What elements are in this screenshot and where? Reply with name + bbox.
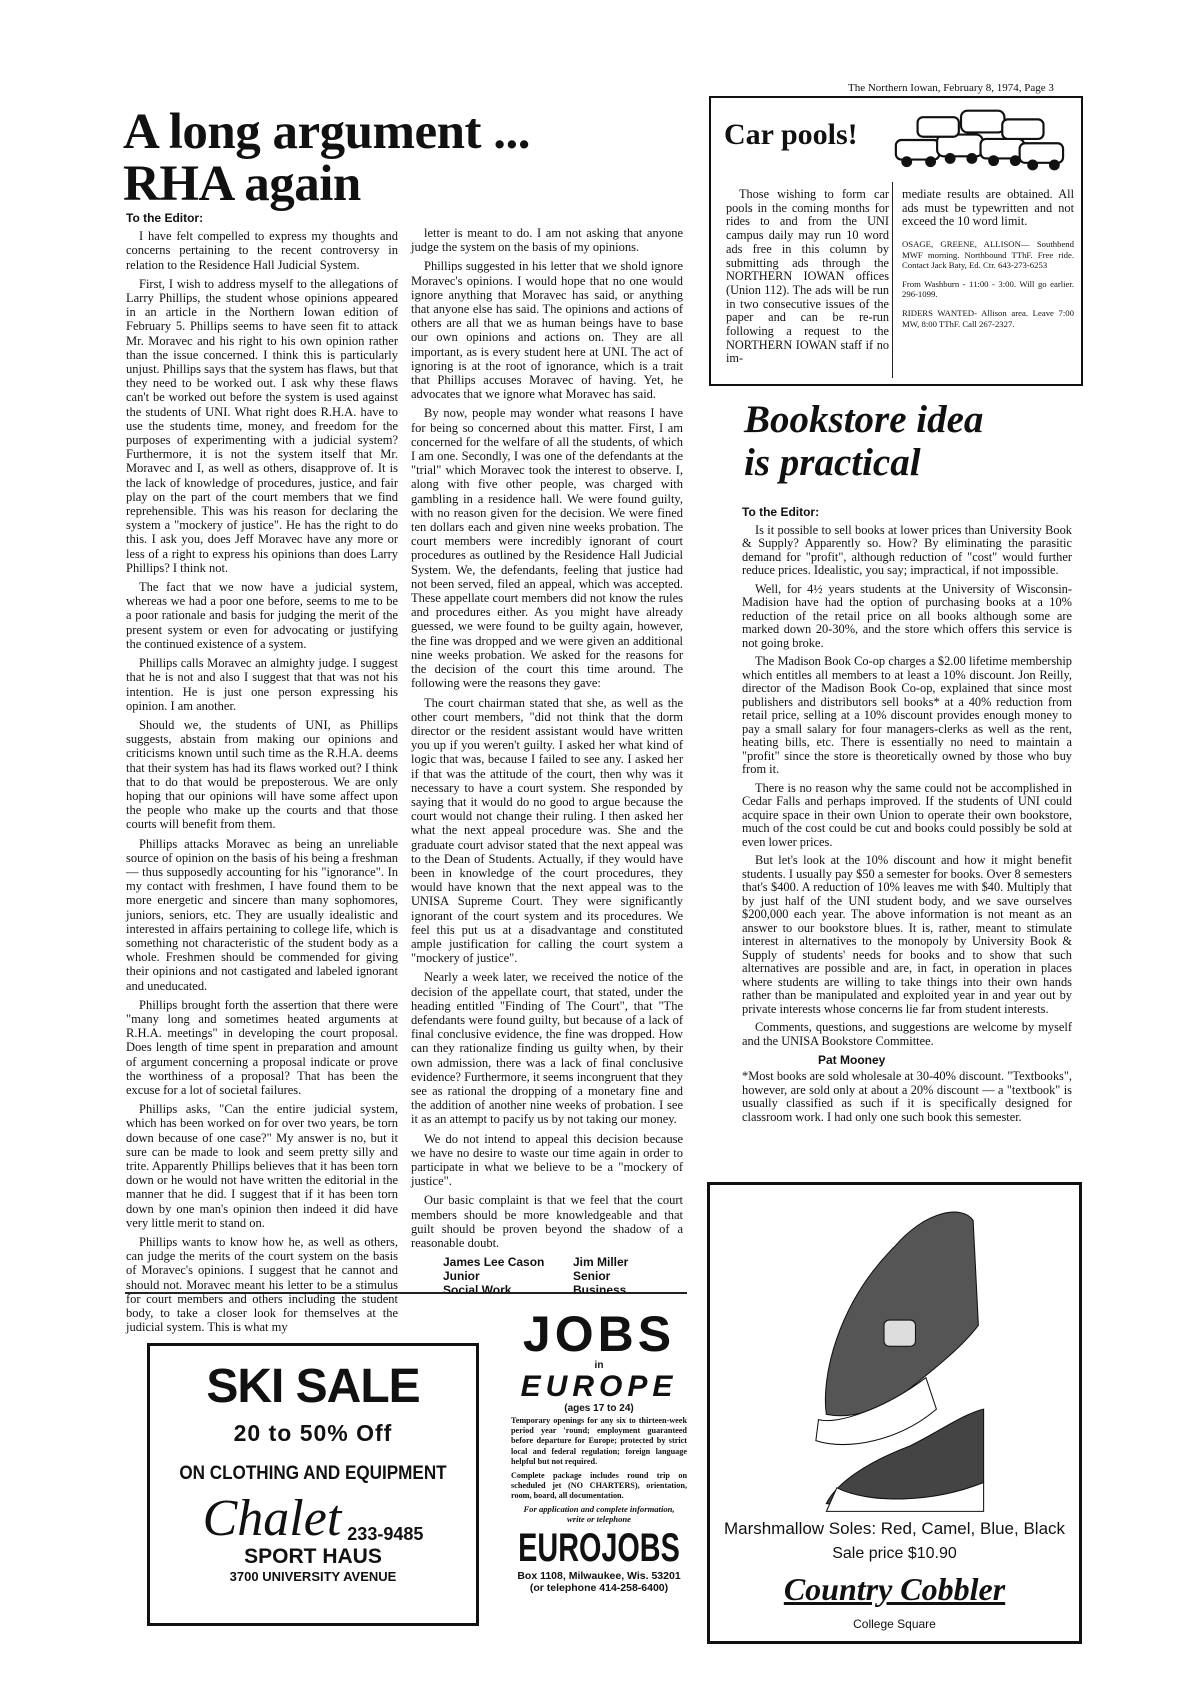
paragraph: I have felt compelled to express my thoughts and concerns pertaining to the recent controversy in relation to the Residence Hall Judicial System.	[126, 229, 398, 272]
headline-line-1: Bookstore idea	[744, 398, 984, 441]
signer-name: Pat Mooney	[818, 1053, 886, 1067]
ski-sale-title: SKI SALE	[206, 1360, 420, 1413]
paragraph: The fact that we now have a judicial system, whereas we had a poor one before, seems to me to be a poor rationale and basis for judging the merit of the present system or even for advocating or justifying the continued existence of a system.	[126, 580, 398, 651]
chalet-logo: Chalet	[202, 1490, 342, 1547]
ski-brand-sub: SPORT HAUS	[244, 1545, 382, 1568]
car-pile-illustration	[885, 102, 1075, 178]
section-rule	[125, 1292, 687, 1294]
ski-address: 3700 UNIVERSITY AVENUE	[229, 1569, 397, 1584]
letter2-body	[742, 506, 1072, 1124]
jobs-description: Temporary openings for any six to thirteen-week period year 'round; employment guaranteed before departure for Europe; protected by strict local and federal regulation; foreign language helpful but not required.	[511, 1416, 687, 1466]
signatures	[411, 1255, 683, 1297]
classified-ad: OSAGE, GREENE, ALLISON— Southbend MWF morning. Northbound TThF. Free ride. Contact Jack Baty, Ed. Ctr. 643-273-6253	[902, 239, 1074, 271]
jobs-ages: (ages 17 to 24)	[564, 1403, 634, 1414]
classified-ad: From Washburn - 11:00 - 3:00. Will go earlier. 296-1099.	[902, 278, 1074, 300]
jobs-phone: (or telephone 414-258-6400)	[529, 1582, 669, 1595]
paragraph: Comments, questions, and suggestions are welcome by myself and the UNISA Bookstore Committee.	[742, 1020, 1072, 1048]
carpools-box	[709, 96, 1083, 386]
paragraph: Phillips wants to know how he, as well as others, can judge the merits of the court system on the basis of Moravec's opinions. I suggest that he cannot and should not. Moravec meant his letter to be a stimulus for court members and others including the student body, to take a closer look for themselves at the judicial system. This is what my	[126, 1235, 398, 1335]
jobs-europe: EUROPE	[520, 1370, 678, 1403]
letter1-column-1	[126, 211, 398, 1339]
headline-rha	[123, 106, 530, 210]
paragraph: The Madison Book Co-op charges a $2.00 lifetime membership which entitles all members to at least a 10% discount. Jon Reilly, director of the Madison Book Co-op, explained that since most publishers and distributors sell books* at a 40% reduction from retail price, selling at a 10% discount provides enough money to pay a small salary for four managers-clerks as well as the rent, heating bills, etc. There is essentially no need to maintain a "profit" since the store is theoretically owned by those who buy from it.	[742, 654, 1072, 776]
jobs-europe-ad	[511, 1308, 687, 1594]
classified-ad: RIDERS WANTED- Allison area. Leave 7:00 MW, 8:00 TThF. Call 267-2327.	[902, 308, 1074, 329]
paragraph: Well, for 4½ years students at the University of Wisconsin-Madision have had the option of purchasing books at a 10% reduction of the retail price on all books although some are marked down 20-30%, and the store which offers this service is not going broke.	[742, 581, 1072, 650]
ski-discount: 20 to 50% Off	[233, 1420, 393, 1446]
carpools-body-left: Those wishing to form car pools in the coming months for rides to and from the UNI campus daily may run 10 word ads free in this column by submitting ads through the NORTHERN IOWAN offices (Union 112). The ads will be run in two consecutive issues of the paper and can be re-run following a request to the NORTHERN IOWAN staff if no im-	[726, 187, 889, 366]
carpools-title: Car pools!	[724, 118, 858, 151]
ski-phone: 233-9485	[347, 1524, 424, 1544]
paragraph: By now, people may wonder what reasons I have for being so concerned about this matter. First, I am concerned for the welfare of all the students, of which I am one. Secondly, I was one of the defendants at the "trial" which Moravec took the interest to observe. I, along with five other people, was charged with gambling in a residence hall. We were found guilty, with no reason given for the decision. We were fined ten dollars each and given nine weeks probation. The court members were incredibly ignorant of court procedures as outlined by the Residence Hall Judicial System. We, the defendants, feeling that justice had not been served, filed an appeal, which was accepted. These appellate court members did not know the rules and procedures either. As you might have already guessed, we were found to be guilty again, however, the fine was dropped and we were given an additional nine weeks probation. We asked for the reasons for the decision of the court this time around. The following were the reasons they gave:	[411, 406, 683, 691]
paragraph: Should we, the students of UNI, as Phillips suggests, abstain from making our opinions and criticisms known until such time as the R.H.A. deems that their system has had its flaws worked out? I think that to do that would be preposterous. We are only hoping that our opinions will have some affect upon the people who make up the courts and that those courts will benefit from them.	[126, 717, 398, 832]
letter1-column-2	[411, 226, 683, 1297]
paragraph: But let's look at the 10% discount and how it might benefit students. I usually pay $50 a semester for books. Over 8 semesters that's $400. A reduction of 10% leaves me with $40. Multiply that by just half of the UNI student body, and we save ourselves $200,000 each year. The above information is not meant as an answer to our bookstore blues. It is, rather, meant to stimulate interest in alternatives to the monopoly by University Book & Supply of students' needs for books and to show that such alternatives are possible and are, in fact, in operation in places where students are willing to take things into their own hands rather than be manipulated and exploited year in and year out by private interests whose concerns lie far from student interests.	[742, 853, 1072, 1016]
headline-line-2: is practical	[744, 441, 921, 484]
paragraph: First, I wish to address myself to the allegations of Larry Phillips, the student whose opinions appeared in an article in the Northern Iowan edition of February 5. Phillips seems to have seen fit to attack Mr. Moravec and his right to his own opinion rather than the issue concerned. I think this is particularly unjust. Phillips says that the system has flaws, but that they need to be worked out. I ask why these flaws can't be worked out before the system is used against the students of UNI. What right does R.H.A. have to use the students time, money, and freedom for the purposes of experimenting with a judicial system? Furthermore, it is not the system itself that Mr. Moravec and I, as well as others, disapprove of. It is the lack of knowledge of procedures, justice, and fair play on the part of the court members that we find reprehensible. This was his reason for declaring the system a "mockery of justice". He has the right to do this. I ask you, does Jeff Moravec have any more or less of a right to express his opinions than does Larry Phillips? I think not.	[126, 276, 398, 575]
jobs-in: in	[594, 1360, 604, 1371]
signer-year: Junior	[443, 1269, 480, 1284]
shoe-price: Sale price $10.90	[832, 1545, 957, 1562]
jobs-contact-prompt: For application and complete information, write or telephone	[523, 1503, 675, 1525]
paragraph: Phillips suggested in his letter that we shold ignore Moravec's opinions. I would hope that no one would ignore anything that Moravec has said, or anything that anyone else has said. The opinions and actions of others are all that we as human beings have to base our own opinions and actions on. They are all important, as is every student here at UNI. The act of ignoring is at the root of ignorance, which is a trait that Phillips accuses Moravec of having. Yet, he advocates that we ignore what Moravec has said.	[411, 259, 683, 402]
footnote: *Most books are sold wholesale at 30-40% discount. "Textbooks", however, are sold only at about a 20% discount — a "textbook" is usually classified as such if it is specifically designed for classroom work. I had only one such book this semester.	[742, 1069, 1072, 1124]
carpools-right-column	[902, 188, 1074, 337]
jobs-package: Complete package includes round trip on scheduled jet (NO CHARTERS), orientation, room, board, all documentation.	[511, 1471, 687, 1501]
paragraph: We do not intend to appeal this decision because we have no desire to waste our time again in order to participate in what we believe to be a "mockery of justice".	[411, 1131, 683, 1189]
ski-items: ON CLOTHING AND EQUIPMENT	[179, 1463, 447, 1484]
signer-major: Social Work	[443, 1283, 512, 1298]
paragraph: Phillips attacks Moravec as being an unreliable source of opinion on the basis of his being a freshman — thus supposedly accounting for his "ignorance". In my contact with freshmen, I have found them to be more energetic and sincere than many sophomores, juniors, seniors, etc. They are usually idealistic and interested in affairs pertaining to college life, which is something not characteristic of the student body as a whole. Freshmen should be commended for giving their opinions and not castigated and labeled ignorant and uneducated.	[126, 836, 398, 993]
salutation: To the Editor:	[126, 211, 204, 225]
shoe-ad	[707, 1182, 1082, 1644]
signer-year: Senior	[573, 1269, 611, 1284]
signer-name: James Lee Cason	[443, 1255, 545, 1270]
carpools-body-right: mediate results are obtained. All ads must be typewritten and not exceed the 10 word limit.	[902, 187, 1074, 229]
paragraph: There is no reason why the same could not be accomplished in Cedar Falls and perhaps improved. If the students of UNI could acquire space in their own Union to operate their own bookstore, much of the cost could be cut and books could possibly be sold at even lower prices.	[742, 780, 1072, 849]
paragraph: The court chairman stated that she, as well as the other court members, "did not think that the dorm director or the resident assistant would have written you up if you weren't guilty. I asked her what kind of logic that was, because I failed to see any. I asked her if that was the attitude of the court, then why was it necessary to have a court system. She responded by saying that it would do no good to argue because the court would not change their ruling. I then asked her what the next appeal procedure was. She and the graduate court advisor stated that the next appeal was to the Dean of Students. Actually, if they would have been in knowledge of the court procedures, they would have known that the next appeal was to the UNISA Supreme Court. They were significantly ignorant of the court system and its procedures. We feel this put us at a disadvantage and constituted ample justification for calling the court system a "mockery of justice".	[411, 695, 683, 966]
salutation: To the Editor:	[742, 505, 820, 519]
shoe-location: College Square	[853, 1617, 936, 1631]
shoe-soles-text: Marshmallow Soles: Red, Camel, Blue, Black	[723, 1519, 1066, 1538]
headline-line-1: A long argument ...	[123, 104, 531, 160]
paragraph: Phillips calls Moravec an almighty judge. I suggest that he is not and also I suggest that that was not his intention. He is just one person expressing his opinion. I am another.	[126, 656, 398, 713]
ski-sale-ad	[147, 1343, 479, 1626]
headline-line-2: RHA again	[123, 156, 361, 212]
paragraph: Our basic complaint is that we feel that the court members should be more knowledgeable and that guilt should be proven beyond the shadow of a reasonable doubt.	[411, 1193, 683, 1251]
eurojobs-logo: EUROJOBS	[518, 1526, 680, 1571]
signer-2	[573, 1255, 628, 1297]
jobs-title: JOBS	[522, 1306, 676, 1362]
headline-bookstore	[744, 398, 983, 484]
chalet-logo-row	[150, 1490, 476, 1547]
shoe-illustration	[710, 1189, 1079, 1514]
signer-major: Business	[573, 1283, 627, 1298]
folio: The Northern Iowan, February 8, 1974, Page 3	[848, 82, 1054, 94]
paragraph: letter is meant to do. I am not asking that anyone judge the system on the basis of my opinions.	[411, 226, 683, 255]
signer-1	[443, 1255, 573, 1297]
paragraph: Phillips asks, "Can the entire judicial system, which has been worked on for over two years, be torn down because of one case?" My answer is no, but it sure can be made to look and seem pretty silly and trite. Apparently Phillips believes that it has been torn down or he would not have written the editorial in the manner that he did. I suggest that if it has been torn down by one man's opinion then indeed it did have very little merit to stand on.	[126, 1102, 398, 1230]
paragraph: Nearly a week later, we received the notice of the decision of the appellate court, that stated, under the heading entitled "Finding of The Court", that "The defendants were found guilty, but because of a lack of final conclusive evidence, the fine was dropped. How can they rationalize finding us guilty when, by their own admission, there was a lack of final conclusive evidence? Furthermore, it seems incongruent that they see as rational the dropping of a monetary fine and the addition of another nine weeks of probation. I see it as an attempt to pacify us by not taking our money.	[411, 970, 683, 1127]
signer-name: Jim Miller	[573, 1255, 629, 1270]
jobs-address: Box 1108, Milwaukee, Wis. 53201	[517, 1570, 681, 1583]
paragraph: Phillips brought forth the assertion that there were "many long and sometimes heated arguments at R.H.A. meetings" in developing the court proposal. Does length of time spent in preparation and amount of argument concerning a proposal indicate or prove the worthiness of a proposal? That has been the excuse for a lot of societal failures.	[126, 997, 398, 1097]
country-cobbler-logo: Country Cobbler	[783, 1571, 1006, 1607]
paragraph: Is it possible to sell books at lower prices than University Book & Supply? Apparently so. How? By eliminating the parasitic demand for "profit", although reduction of "cost" would further reduce prices. Idealistic, you say; impractical, if not impossible.	[742, 522, 1072, 577]
